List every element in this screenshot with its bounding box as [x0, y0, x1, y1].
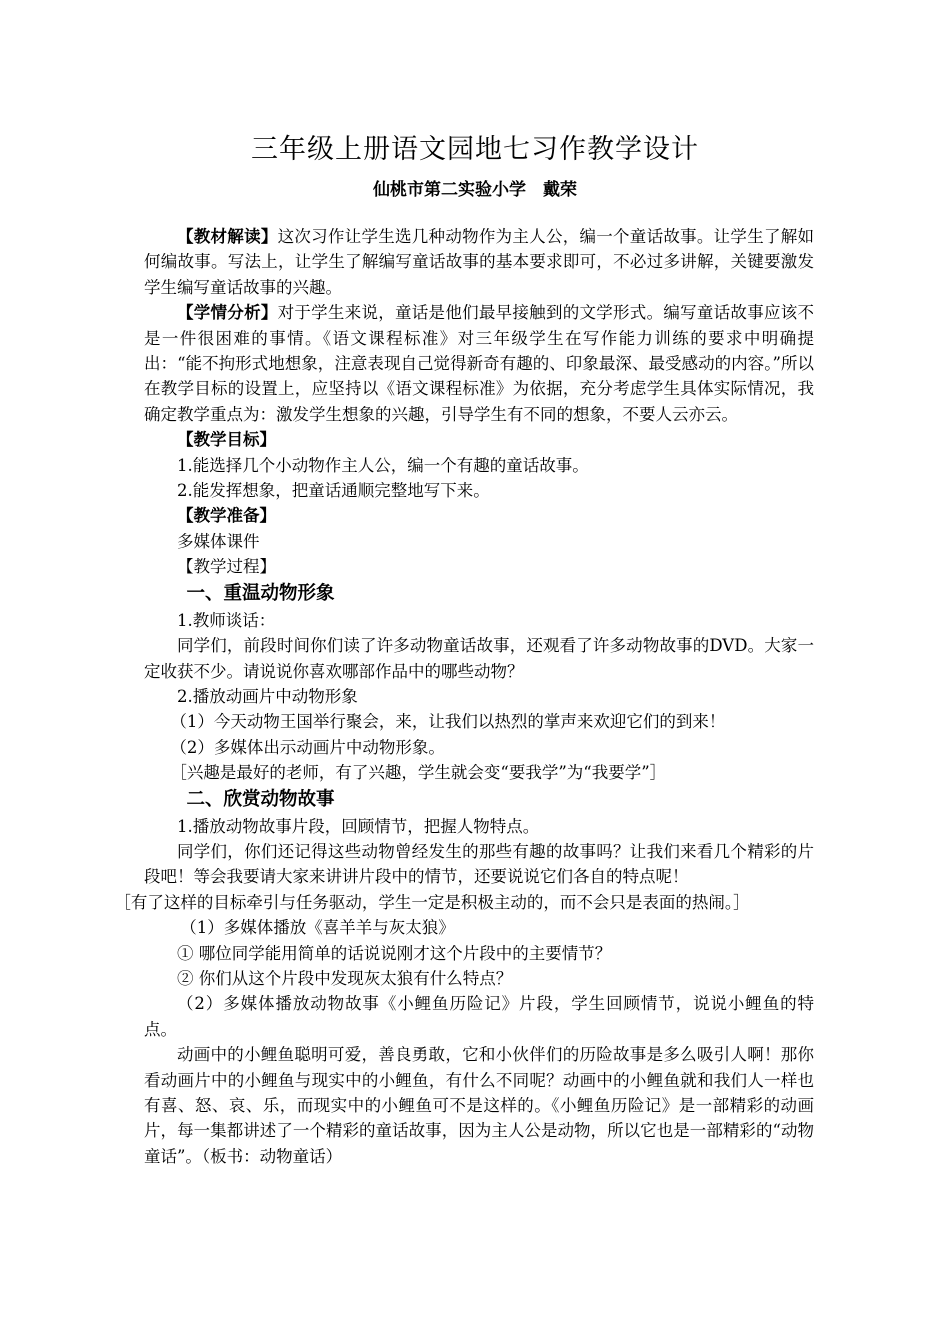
body-line: （1）今天动物王国举行聚会，来，让我们以热烈的掌声来欢迎它们的到来！: [170, 712, 726, 732]
student-analysis-paragraph: [144, 300, 814, 427]
process-heading: 【教学过程】: [177, 557, 276, 577]
goal-item: 2.能发挥想象，把童话通顺完整地写下来。: [177, 481, 490, 501]
part-heading: 二、欣赏动物故事: [186, 788, 335, 810]
teacher-note: ［兴趣是最好的老师，有了兴趣，学生就会变“要我学”为“我要学”］: [170, 763, 667, 783]
part-heading: 一、重温动物形象: [186, 582, 335, 604]
paragraph-text: 这次习作让学生选几种动物作为主人公，编一个童话故事。让学生了解如何编故事。写法上，让学生了解编写童话故事的基本要求即可，不必过多讲解，关键要激发学生编写童话故事的兴趣。: [144, 227, 815, 297]
section-label: 【教学目标】: [177, 430, 276, 450]
paragraph-text: 对于学生来说，童话是他们最早接触到的文学形式。编写童话故事应该不是一件很困难的事情。《语文课程标准》对三年级学生在写作能力训练的要求中明确提出：“能不拘形式地想象，注意表现自己觉得新奇有趣的、印象最深、最受感动的内容。”所以在教学目标的设置上，应坚持以《语文课程标准》为依据，充分考虑学生具体实际情况，我确定教学重点为：激发学生想象的兴趣，引导学生有不同的想象，不要人云亦云。: [144, 303, 815, 424]
goal-item: 1.能选择几个小动物作主人公，编一个有趣的童话故事。: [177, 455, 589, 475]
textbook-analysis-paragraph: [144, 224, 814, 300]
body-line: （1）多媒体播放《喜羊羊与灰太狼》: [180, 918, 455, 938]
body-line: 2.播放动画片中动物形象: [177, 686, 358, 706]
author-line: 仙桃市第二实验小学 戴荣: [373, 180, 577, 200]
body-paragraph: 同学们，你们还记得这些动物曾经发生的那些有趣的故事吗？让我们来看几个精彩的片段吧！等会我要请大家来讲讲片段中的情节，还要说说它们各自的特点呢！: [144, 841, 814, 887]
goals-heading: [144, 427, 814, 452]
body-line: 1.教师谈话：: [177, 610, 276, 630]
teacher-note: ［有了这样的目标牵引与任务驱动，学生一定是积极主动的，而不会只是表面的热闹。］: [114, 892, 750, 912]
section-label: 【教学准备】: [177, 506, 276, 526]
section-label: 【学情分析】: [177, 303, 278, 323]
body-paragraph: （2）多媒体播放动物故事《小鲤鱼历险记》片段，学生回顾情节，说说小鲤鱼的特点。: [144, 994, 814, 1039]
body-paragraph: 同学们，前段时间你们读了许多动物童话故事，还观看了许多动物故事的DVD。大家一定收获不少。请说说你喜欢哪部作品中的哪些动物？: [144, 636, 814, 681]
body-line: 1.播放动物故事片段，回顾情节，把握人物特点。: [177, 816, 540, 836]
section-label: 【教材解读】: [177, 227, 278, 246]
document-title: 三年级上册语文园地七习作教学设计: [251, 134, 699, 165]
prep-text: 多媒体课件: [177, 531, 260, 551]
question-line: ② 你们从这个片段中发现灰太狼有什么特点？: [177, 968, 513, 988]
body-line: （2）多媒体出示动画片中动物形象。: [170, 737, 445, 757]
question-line: ① 哪位同学能用简单的话说说刚才这个片段中的主要情节？: [177, 943, 612, 963]
prep-heading: [144, 503, 814, 528]
body-paragraph: 动画中的小鲤鱼聪明可爱，善良勇敢，它和小伙伴们的历险故事是多么吸引人啊！那你看动画片中的小鲤鱼与现实中的小鲤鱼，有什么不同呢？动画中的小鲤鱼就和我们人一样也有喜、怒、哀、乐，而现实中的小鲤鱼可不是这样的。《小鲤鱼历险记》是一部精彩的动画片，每一集都讲述了一个精彩的童话故事，因为主人公是动物，所以它也是一部精彩的“动物童话”。（板书：动物童话）: [144, 1045, 814, 1166]
document-body: [114, 224, 815, 1169]
